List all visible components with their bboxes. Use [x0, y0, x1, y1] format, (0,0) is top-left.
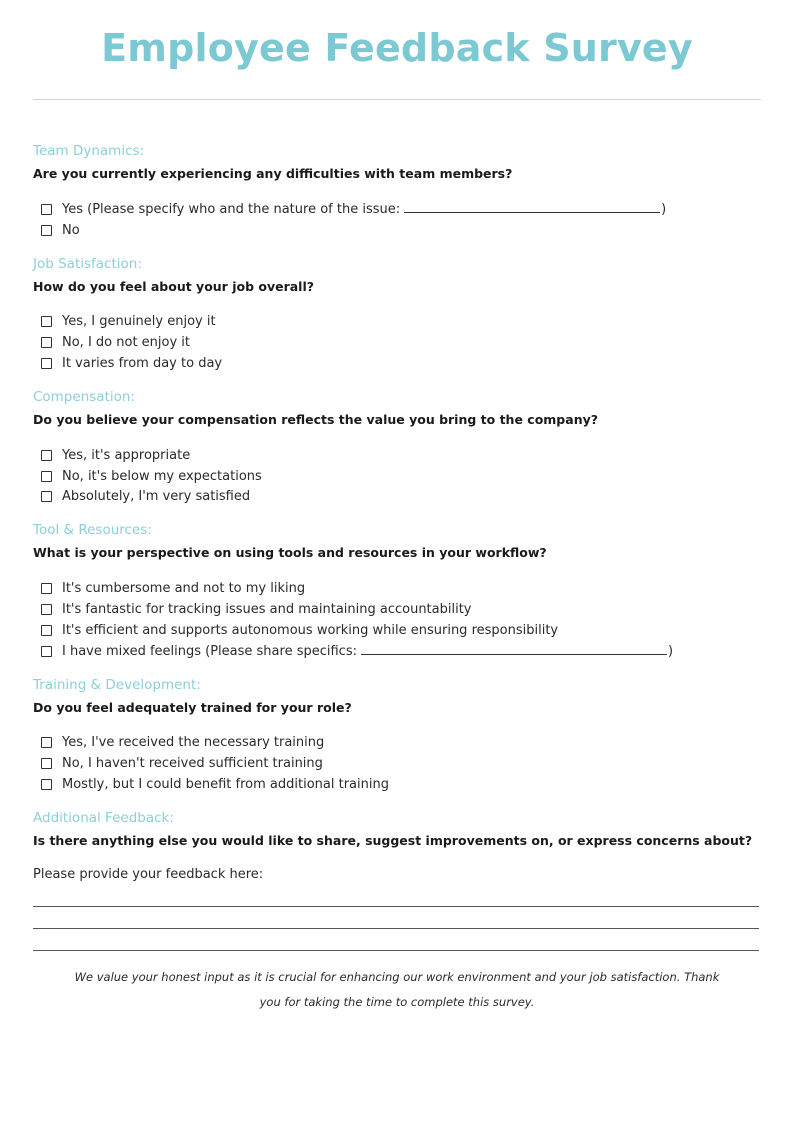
checkbox[interactable]: [41, 737, 52, 748]
checkbox[interactable]: [41, 337, 52, 348]
section-heading: Compensation:: [33, 388, 135, 405]
section-heading: Tool & Resources:: [33, 522, 152, 539]
option-label: No, I haven't received sufficient training: [62, 756, 323, 772]
section-question: Do you feel adequately trained for your role?: [33, 699, 352, 715]
closing-note: [33, 965, 763, 1015]
checkbox[interactable]: [41, 779, 52, 790]
checkbox[interactable]: [41, 450, 52, 461]
option-label: Yes, I've received the necessary training: [62, 735, 325, 751]
section-question: How do you feel about your job overall?: [33, 278, 315, 294]
option-not-enjoy[interactable]: [33, 332, 763, 353]
option-label: Yes, it's appropriate: [62, 447, 191, 463]
checkbox[interactable]: [41, 471, 52, 482]
option-enjoy[interactable]: [33, 312, 763, 333]
option-fantastic[interactable]: [33, 599, 763, 620]
option-mixed-feelings[interactable]: [33, 641, 763, 662]
option-very-satisfied[interactable]: [33, 487, 763, 508]
section-question: Are you currently experiencing any difficulties with team members?: [33, 166, 513, 181]
checkbox[interactable]: [41, 316, 52, 327]
option-list: [33, 445, 763, 507]
checkbox[interactable]: [41, 625, 52, 636]
option-label: No, it's below my expectations: [62, 468, 262, 484]
section-heading: Training & Development:: [33, 676, 201, 693]
option-list: [33, 578, 763, 661]
section-job-satisfaction: [33, 253, 763, 374]
option-label: Mostly, but I could benefit from additional training: [62, 777, 389, 793]
option-label: It's cumbersome and not to my liking: [62, 581, 306, 597]
option-list: [33, 733, 763, 795]
option-label: Yes, I genuinely enjoy it: [62, 314, 216, 330]
option-yes-specify[interactable]: [33, 199, 763, 220]
option-label: Absolutely, I'm very satisfied: [62, 489, 251, 505]
option-label: It varies from day to day: [62, 356, 223, 372]
checkbox[interactable]: [41, 204, 52, 215]
option-label: It's efficient and supports autonomous working while ensuring responsibility: [62, 622, 559, 638]
option-label: No, I do not enjoy it: [62, 335, 191, 351]
survey-body: [33, 140, 763, 1015]
closing-line: you for taking the time to complete this survey.: [259, 994, 535, 1009]
option-efficient[interactable]: [33, 620, 763, 641]
section-training-development: [33, 674, 763, 795]
feedback-line[interactable]: [33, 907, 759, 929]
feedback-prompt: Please provide your feedback here:: [33, 866, 264, 882]
checkbox[interactable]: [41, 758, 52, 769]
section-heading: Team Dynamics:: [33, 143, 145, 159]
option-varies[interactable]: [33, 353, 763, 374]
feedback-line[interactable]: [33, 929, 759, 951]
checkbox[interactable]: [41, 225, 52, 236]
checkbox[interactable]: [41, 358, 52, 369]
option-label: No: [62, 222, 80, 238]
section-question: Is there anything else you would like to share, suggest improvements on, or express concerns about?: [33, 832, 753, 848]
section-additional-feedback: [33, 807, 763, 951]
option-mostly-trained[interactable]: [33, 774, 763, 795]
section-heading: Job Satisfaction:: [33, 255, 142, 272]
option-cumbersome[interactable]: [33, 578, 763, 599]
option-list: [33, 312, 763, 374]
section-question: What is your perspective on using tools and resources in your workflow?: [33, 545, 547, 561]
closing-line: We value your honest input as it is crucial for enhancing our work environment and your job satisfaction. Thank: [74, 969, 720, 984]
feedback-line[interactable]: [33, 885, 759, 907]
section-heading: Additional Feedback:: [33, 809, 174, 826]
survey-title: Employee Feedback Survey: [101, 26, 693, 70]
option-appropriate[interactable]: [33, 445, 763, 466]
section-compensation: [33, 386, 763, 507]
fill-in-blank[interactable]: [361, 644, 667, 655]
section-question: Do you believe your compensation reflects the value you bring to the company?: [33, 411, 598, 427]
option-below-expectations[interactable]: [33, 466, 763, 487]
checkbox[interactable]: [41, 646, 52, 657]
title-divider: [33, 99, 761, 100]
fill-in-blank[interactable]: [404, 202, 660, 213]
option-label: Yes (Please specify who and the nature of the issue: ): [62, 201, 667, 217]
option-no[interactable]: [33, 220, 763, 241]
option-label: I have mixed feelings (Please share specifics: ): [62, 643, 674, 659]
option-list: [33, 199, 763, 241]
option-label: It's fantastic for tracking issues and maintaining accountability: [62, 602, 472, 618]
checkbox[interactable]: [41, 583, 52, 594]
option-not-trained[interactable]: [33, 753, 763, 774]
checkbox[interactable]: [41, 491, 52, 502]
section-tool-resources: [33, 519, 763, 661]
option-trained[interactable]: [33, 733, 763, 754]
section-team-dynamics: [33, 140, 763, 241]
checkbox[interactable]: [41, 604, 52, 615]
